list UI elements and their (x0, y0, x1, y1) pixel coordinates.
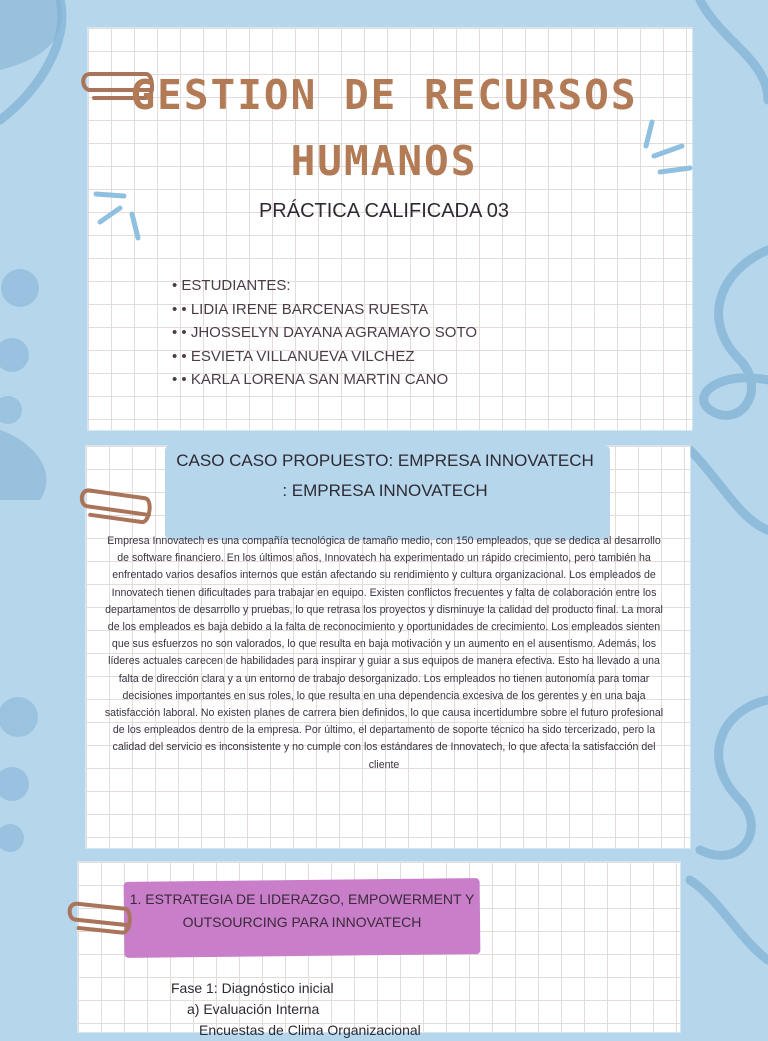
swirl-line-icon (0, 430, 46, 500)
dot-circle-icon (0, 824, 24, 852)
phase-subheading: a) Evaluación Interna (187, 1001, 320, 1017)
case-title-line-1: CASO CASO PROPUESTO: EMPRESA INNOVATECH (176, 451, 594, 470)
student-list (172, 274, 477, 392)
swirl-line-icon (700, 700, 768, 855)
dot-circle-icon (0, 338, 29, 372)
dot-circle-icon (1, 269, 39, 307)
swirl-line-icon (690, 880, 768, 960)
phase-cut-line: Encuestas de Clima Organizacional (199, 1022, 421, 1038)
dot-circle-icon (0, 697, 38, 737)
subtitle: PRÁCTICA CALIFICADA 03 (258, 200, 510, 222)
strategy-title (124, 888, 480, 934)
dot-circle-icon (0, 767, 29, 801)
list-item: • • LIDIA IRENE BARCENAS RUESTA (172, 298, 477, 322)
list-item: • • ESVIETA VILLANUEVA VILCHEZ (172, 345, 477, 369)
list-item: • • JHOSSELYN DAYANA AGRAMAYO SOTO (172, 321, 477, 345)
phase-heading: Fase 1: Diagnóstico inicial (171, 980, 334, 996)
list-item: • ESTUDIANTES: (172, 274, 477, 298)
title-line-2: HUMANOS (290, 137, 478, 185)
list-item: • • KARLA LORENA SAN MARTIN CANO (172, 368, 477, 392)
case-title (130, 446, 640, 506)
case-description: Empresa Innovatech es una compañía tecnológica de tamaño medio, con 150 empleados, que se dedica al desarrollo de software financiero. En los últimos años, Innovatech ha experimentado un rápido crecimiento, pero también ha enfrentado varios desafíos internos que están afectando su rendimiento y cultura organizacional. Los empleados de Innovatech tienen dificultades para trabajar en equipo. Existen conflictos frecuentes y falta de colaboración entre los departamentos de desarrollo y pruebas, lo que retrasa los proyectos y disminuye la calidad del producto final. La moral de los empleados es baja debido a la falta de reconocimiento y oportunidades de crecimiento. Los empleados sienten que sus esfuerzos no son valorados, lo que resulta en baja motivación y un aumento en el ausentismo. Además, los líderes actuales carecen de habilidades para inspirar y guiar a sus equipos de manera efectiva. Esto ha llevado a una falta de dirección clara y a un entorno de trabajo desorganizado. Los empleados no tienen autonomía para tomar decisiones importantes en sus roles, lo que resulta en una dependencia excesiva de los gerentes y en una baja satisfacción laboral. No existen planes de carrera bien definidos, lo que causa incertidumbre sobre el futuro profesional de los empleados dentro de la empresa. Por último, el departamento de soporte técnico ha sido tercerizado, pero la calidad del servicio es inconsistente y no cumple con los estándares de Innovatech, lo que afecta la satisfacción del cliente (104, 535, 664, 771)
phase-section (171, 978, 421, 1041)
title-line-1: GESTION DE RECURSOS (130, 71, 638, 119)
dot-circle-icon (0, 396, 22, 424)
swirl-line-icon (704, 250, 768, 415)
strategy-title-line-2: OUTSOURCING PARA INNOVATECH (182, 914, 422, 930)
case-title-line-2: : EMPRESA INNOVATECH (282, 481, 488, 500)
swirl-line-icon (690, 450, 768, 530)
spark-lines-icon (642, 116, 694, 182)
strategy-title-line-1: 1. ESTRATEGIA DE LIDERAZGO, EMPOWERMENT Y (129, 891, 475, 907)
